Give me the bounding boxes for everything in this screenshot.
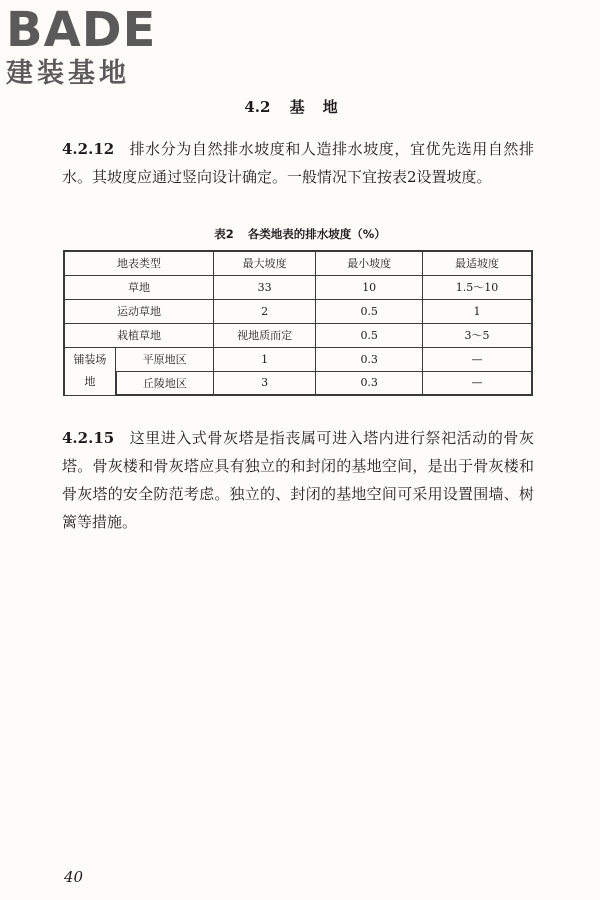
drainage-slope-table bbox=[63, 250, 533, 396]
header-cell: 地表类型 bbox=[64, 251, 213, 275]
clause-text: 这里进入式骨灰塔是指丧属可进入塔内进行祭祀活动的骨灰塔。骨灰楼和骨灰塔应具有独立的和封闭的基地空间，是出于骨灰楼和骨灰塔的安全防范考虑。独立的、封闭的基地空间可采用设置围墙、树篱等措施。 bbox=[62, 429, 534, 531]
table-row bbox=[64, 275, 532, 299]
min-slope-cell: 0.3 bbox=[316, 347, 423, 371]
surface-type-cell: 平原地区 bbox=[116, 347, 214, 371]
clause-number: 4.2.15 bbox=[62, 429, 115, 447]
best-slope-cell: 1 bbox=[422, 299, 532, 323]
bade-logo bbox=[6, 4, 181, 90]
clause-number: 4.2.12 bbox=[62, 140, 115, 158]
section-number: 4.2 bbox=[244, 98, 271, 116]
page-number: 40 bbox=[64, 868, 84, 886]
max-slope-cell: 视地质而定 bbox=[213, 323, 316, 347]
table-row bbox=[64, 323, 532, 347]
min-slope-cell: 0.5 bbox=[316, 299, 423, 323]
max-slope-cell: 3 bbox=[213, 371, 316, 395]
table-title: 各类地表的排水坡度（%） bbox=[247, 227, 386, 241]
best-slope-cell: — bbox=[422, 347, 532, 371]
table-row bbox=[64, 347, 532, 371]
section-title: 基地 bbox=[289, 98, 356, 116]
min-slope-cell: 0.3 bbox=[316, 371, 423, 395]
max-slope-cell: 2 bbox=[213, 299, 316, 323]
surface-type-cell: 运动草地 bbox=[64, 299, 213, 323]
clause-text: 排水分为自然排水坡度和人造排水坡度，宜优先选用自然排水。其坡度应通过竖向设计确定。一般情况下宜按表2设置坡度。 bbox=[62, 140, 534, 186]
best-slope-cell: 1.5～10 bbox=[422, 275, 532, 299]
header-cell: 最小坡度 bbox=[316, 251, 423, 275]
max-slope-cell: 33 bbox=[213, 275, 316, 299]
max-slope-cell: 1 bbox=[213, 347, 316, 371]
surface-type-cell: 丘陵地区 bbox=[116, 371, 214, 395]
logo-wordmark: BADE bbox=[6, 2, 157, 58]
logo-subtitle: 建装基地 bbox=[6, 58, 130, 89]
surface-type-cell: 栽植草地 bbox=[64, 323, 213, 347]
clause-4-2-12 bbox=[62, 135, 534, 191]
clause-4-2-15 bbox=[62, 424, 534, 536]
header-cell: 最大坡度 bbox=[213, 251, 316, 275]
table-row bbox=[64, 299, 532, 323]
surface-type-cell: 草地 bbox=[64, 275, 213, 299]
min-slope-cell: 0.5 bbox=[316, 323, 423, 347]
paved-group-cell: 铺装场地 bbox=[64, 347, 116, 395]
table-row bbox=[64, 371, 532, 395]
table-header-row bbox=[64, 251, 532, 275]
best-slope-cell: — bbox=[422, 371, 532, 395]
min-slope-cell: 10 bbox=[316, 275, 423, 299]
table-caption bbox=[0, 226, 600, 242]
table-number: 表2 bbox=[214, 227, 234, 241]
section-heading bbox=[0, 96, 600, 117]
best-slope-cell: 3～5 bbox=[422, 323, 532, 347]
header-cell: 最适坡度 bbox=[422, 251, 532, 275]
